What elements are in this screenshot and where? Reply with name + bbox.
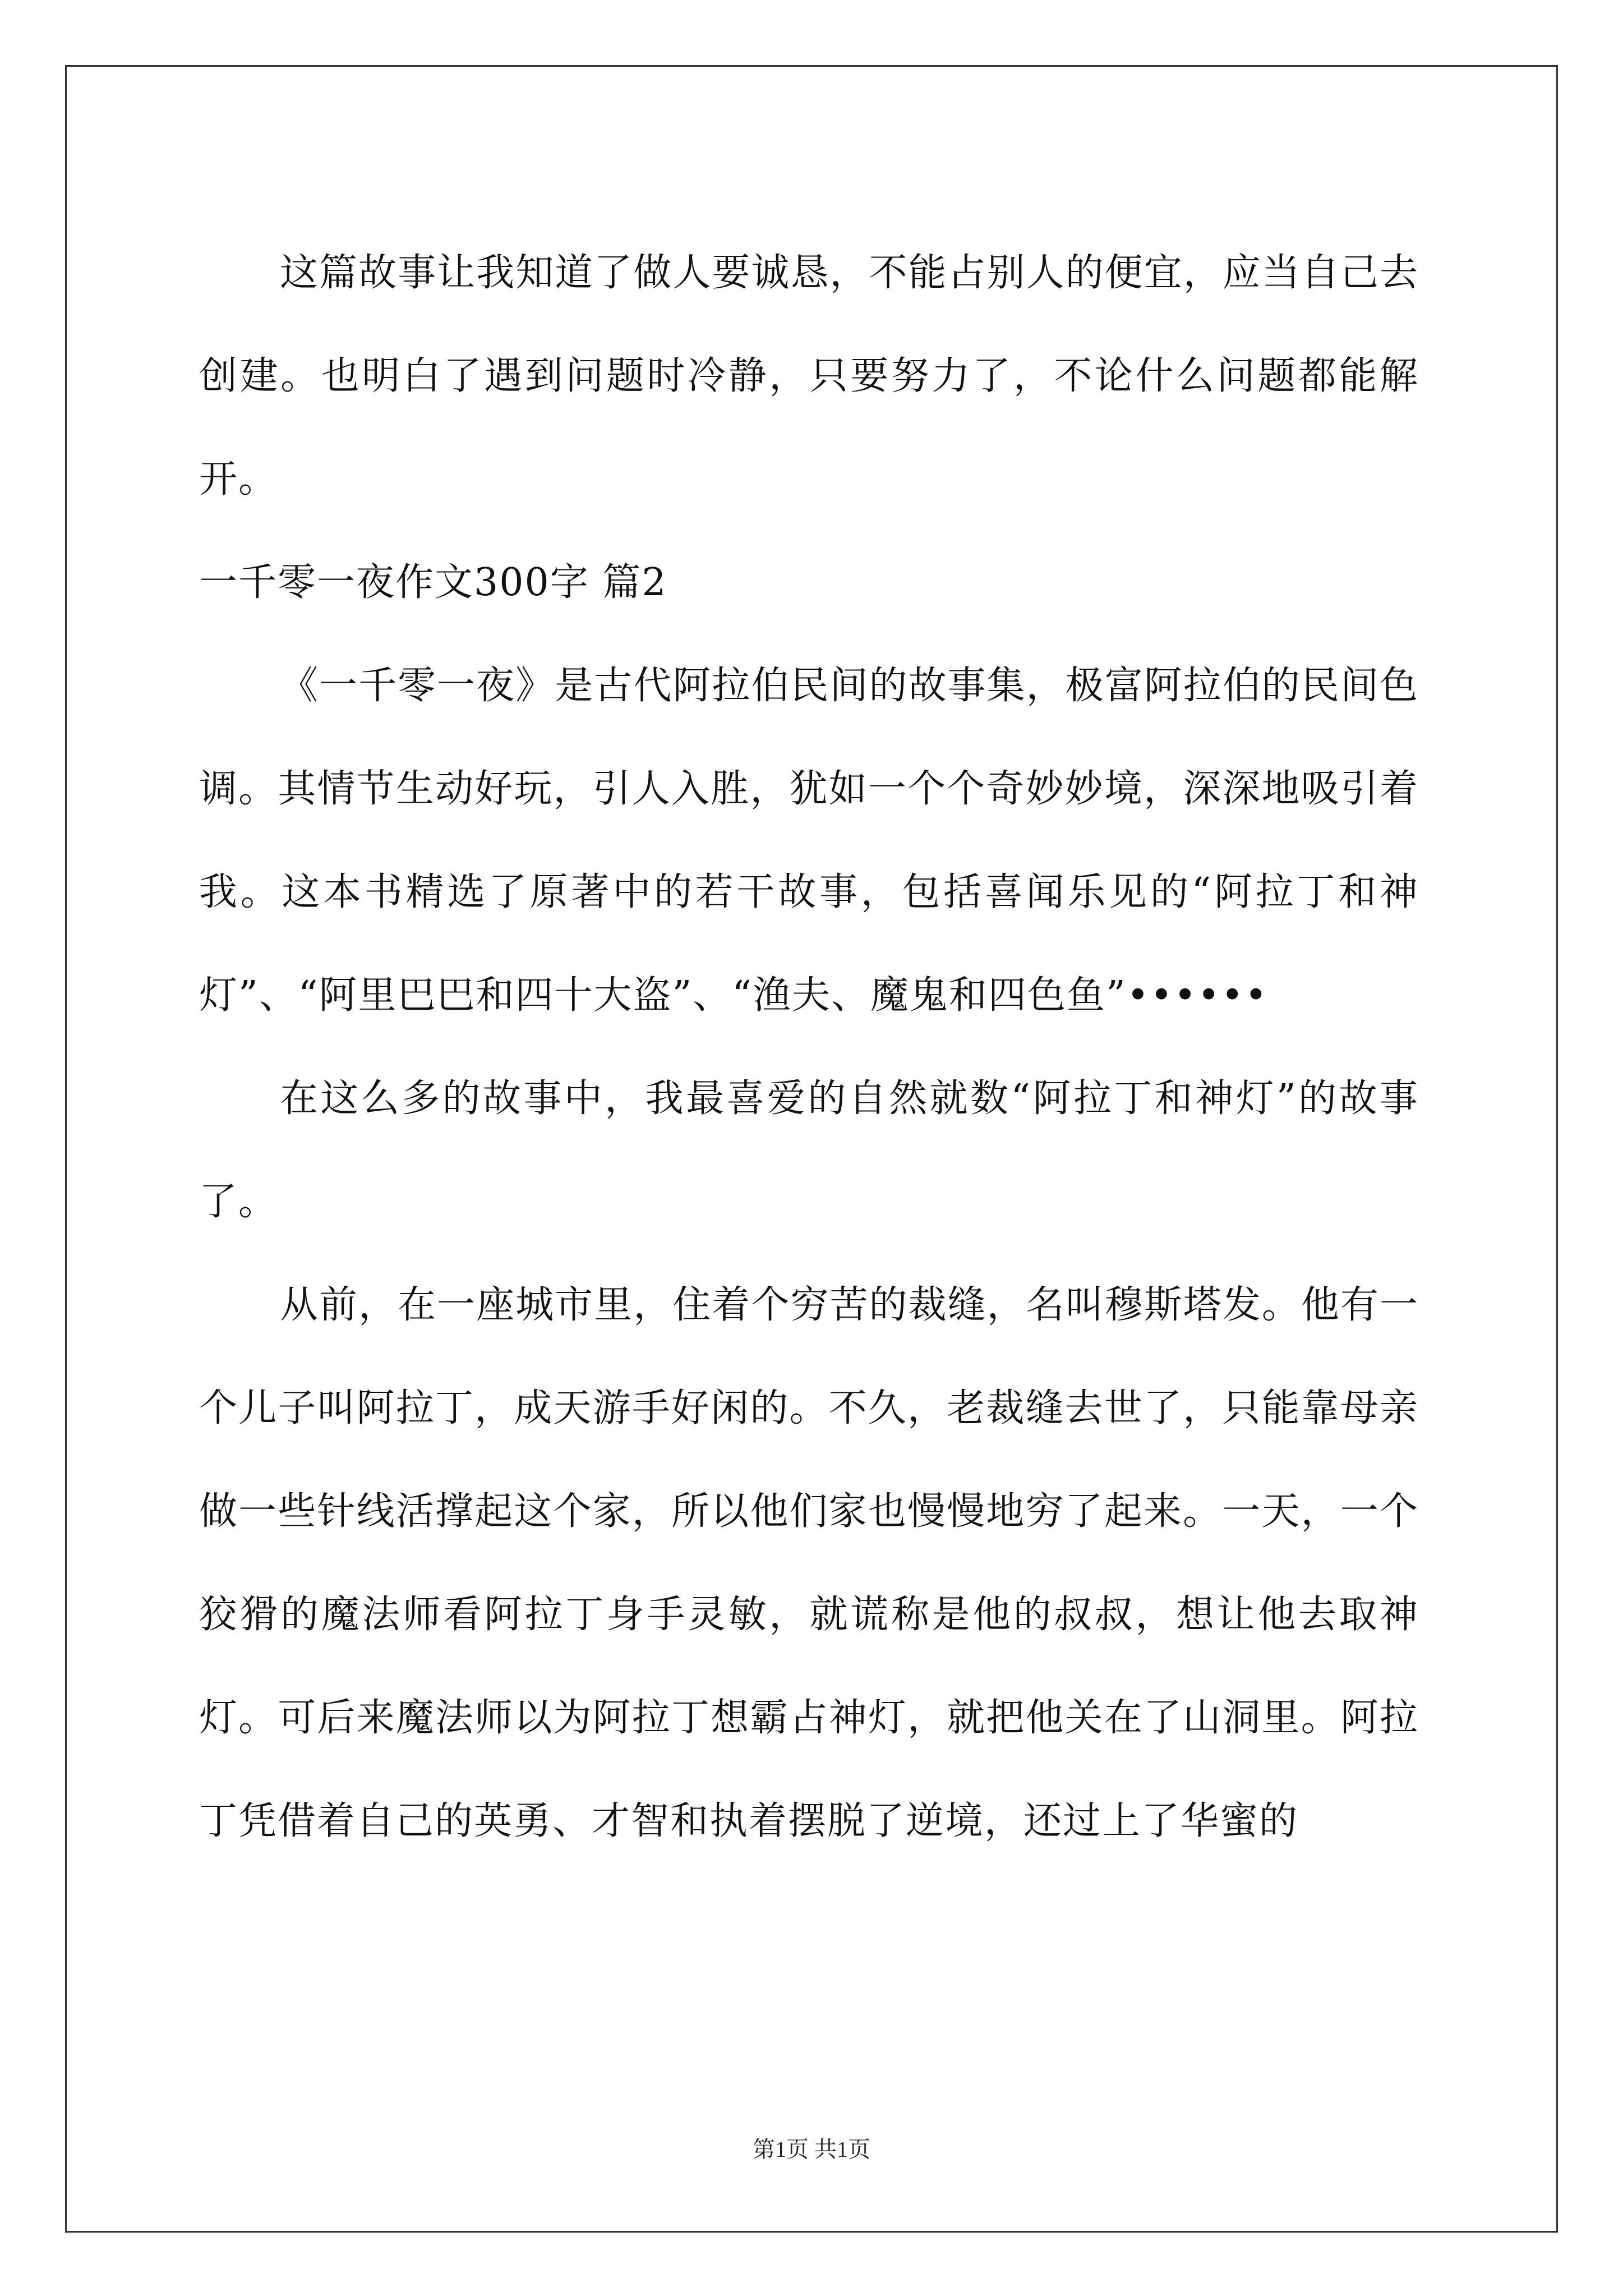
document-body — [199, 222, 1419, 1873]
page-footer: 第1页 共1页 — [753, 2137, 870, 2162]
paragraph-moral: 这篇故事让我知道了做人要诚恳，不能占别人的便宜，应当自己去创建。也明白了遇到问题时冷静，只要努力了，不论什么问题都能解开。 — [199, 251, 1419, 501]
section-heading: 一千零一夜作文300字 篇2 — [199, 560, 667, 605]
paragraph-story: 从前，在一座城市里，住着个穷苦的裁缝，名叫穆斯塔发。他有一个儿子叫阿拉丁，成天游手好闲的。不久，老裁缝去世了，只能靠母亲做一些针线活撑起这个家，所以他们家也慢慢地穷了起来。一天，一个狡猾的魔法师看阿拉丁身手灵敏，就谎称是他的叔叔，想让他去取神灯。可后来魔法师以为阿拉丁想霸占神灯，就把他关在了山洞里。阿拉丁凭借着自己的英勇、才智和执着摆脱了逆境，还过上了华蜜的 — [199, 1283, 1419, 1843]
paragraph-intro: 《一千零一夜》是古代阿拉伯民间的故事集，极富阿拉伯的民间色调。其情节生动好玩，引人入胜，犹如一个个奇妙妙境，深深地吸引着我。这本书精选了原著中的若干故事，包括喜闻乐见的“阿拉丁和神灯”、“阿里巴巴和四十大盗”、“渔夫、魔鬼和四色鱼”•••••• — [199, 664, 1419, 1018]
paragraph-favorite: 在这么多的故事中，我最喜爱的自然就数“阿拉丁和神灯”的故事了。 — [199, 1076, 1419, 1224]
